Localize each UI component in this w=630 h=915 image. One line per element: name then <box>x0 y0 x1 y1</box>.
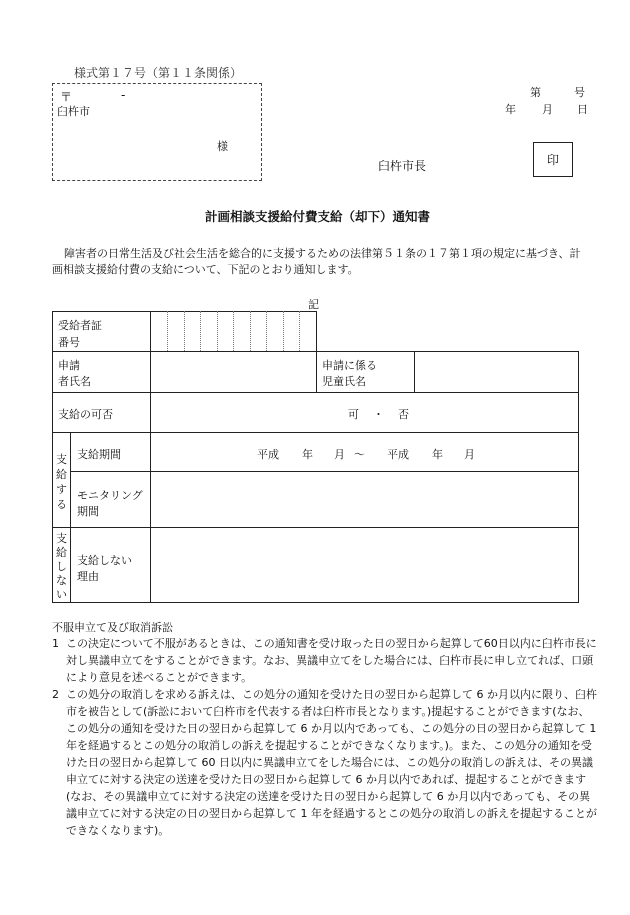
doc-number-dai: 第 <box>530 86 541 99</box>
seal-label: 印 <box>546 153 559 167</box>
table-line <box>70 471 579 472</box>
doc-number-go: 号 <box>574 86 585 99</box>
period-year-end: 年 <box>432 448 443 461</box>
approve-group-label: 支給する <box>56 453 67 511</box>
period-tilde: ～ <box>354 448 365 461</box>
recipient-no-label-line1 <box>58 317 145 333</box>
address-box <box>52 83 262 181</box>
table-line <box>414 351 415 393</box>
approval-label: 支給の可否 <box>58 408 113 421</box>
table-line <box>150 311 151 603</box>
table-line <box>52 432 579 433</box>
document-title: 計画相談支援給付費支給（却下）通知書 <box>205 209 431 224</box>
digit-divider <box>233 311 234 351</box>
mayor-name: 臼杵市長 <box>378 159 427 173</box>
postal-dash: - <box>121 88 126 102</box>
period-month-start: 月 <box>334 448 345 461</box>
period-label: 支給期間 <box>77 448 121 461</box>
child-name-label-line1: 申請に係る <box>322 359 377 372</box>
note-number: 1 <box>52 637 59 650</box>
table-line <box>52 602 579 603</box>
date-day: 日 <box>577 103 588 116</box>
form-number: 様式第１７号（第１１条関係） <box>74 66 243 80</box>
table-line <box>316 311 317 393</box>
note-text: この処分の取消しを求める訴えは、この処分の通知を受けた日の翌日から起算して 6 か月以内に限り、臼杵市を被告として(訴訟において臼杵市を代表する者は臼杵市長となります。)提起することができます(なお、この処分の通知を受けた日の翌日から起算して 6 か月以内であっても、この処分の日の翌日から起算して 1 年を経過するとこの処分の取消しの訴えを提起することができなくなります。)。また、この処分の通知を受けた日の翌日から起算して 60 日以内に異議申立てをした場合には、この処分の取消しの訴えは、その異議申立てに対する決定の送達を受けた日の翌日から起算して 6 か月以内であれば、提起することができます(なお、その異議申立てに対する決定の送達を受けた日の翌日から起算して 6 か月以内であっても、その異議申立てに対する決定の日の翌日から起算して 1 年を経過するとこの処分の取消しの訴えを提起することができなくなります)。 <box>66 688 597 837</box>
digit-divider <box>299 311 300 351</box>
table-line <box>578 351 579 603</box>
period-era-end: 平成 <box>387 448 409 461</box>
approval-dot: ・ <box>373 408 384 421</box>
period-month-end: 月 <box>464 448 475 461</box>
table-line <box>52 527 579 528</box>
ki-mark: 記 <box>308 298 319 311</box>
digit-divider <box>266 311 267 351</box>
note-text: この決定について不服があるときは、この通知書を受け取った日の翌日から起算して60日以内に臼杵市長に対し異議申立てをすることができます。なお、異議申立てをした場合には、臼杵市長に申し立てれば、口頭により意見を述べることができます。 <box>66 637 597 684</box>
note-item-2 <box>52 686 597 839</box>
digit-divider <box>283 311 284 351</box>
period-era-start: 平成 <box>257 448 279 461</box>
approval-yes: 可 <box>348 408 359 421</box>
applicant-name-label-line2: 者氏名 <box>58 375 91 388</box>
date-year: 年 <box>505 103 516 116</box>
table-line <box>52 311 53 603</box>
table-line <box>70 432 71 603</box>
address-city: 臼杵市 <box>57 105 90 118</box>
monitoring-label-line1: モニタリング <box>77 489 143 502</box>
reason-label-line1: 支給しない <box>77 554 132 567</box>
date-month: 月 <box>542 103 553 116</box>
monitoring-label-line2: 期間 <box>77 505 99 518</box>
applicant-name-label-line1: 申請 <box>58 359 80 372</box>
approval-no: 否 <box>398 408 409 421</box>
reject-group-label: 支給しない <box>56 532 67 601</box>
child-name-label-line2: 児童氏名 <box>322 375 366 388</box>
digit-divider <box>184 311 185 351</box>
notes-heading: 不服申立て及び取消訴訟 <box>52 621 173 634</box>
digit-divider <box>167 311 168 351</box>
note-number: 2 <box>52 688 59 701</box>
note-item-1 <box>52 635 597 686</box>
char: 番号 <box>58 336 80 349</box>
recipient-no-label-line2 <box>58 334 145 350</box>
digit-divider <box>200 311 201 351</box>
char: 受給者証 <box>58 319 102 332</box>
period-year-start: 年 <box>302 448 313 461</box>
body-text: 障害者の日常生活及び社会生活を総合的に支援するための法律第５１条の１７第１項の規定に基づき、計画相談支援給付費の支給について、下記のとおり通知します。 <box>52 247 581 276</box>
digit-divider <box>250 311 251 351</box>
postal-mark: 〒 <box>60 90 73 104</box>
honorific: 様 <box>217 140 228 153</box>
seal-box <box>533 142 573 177</box>
digit-divider <box>217 311 218 351</box>
reason-label-line2: 理由 <box>77 570 99 583</box>
